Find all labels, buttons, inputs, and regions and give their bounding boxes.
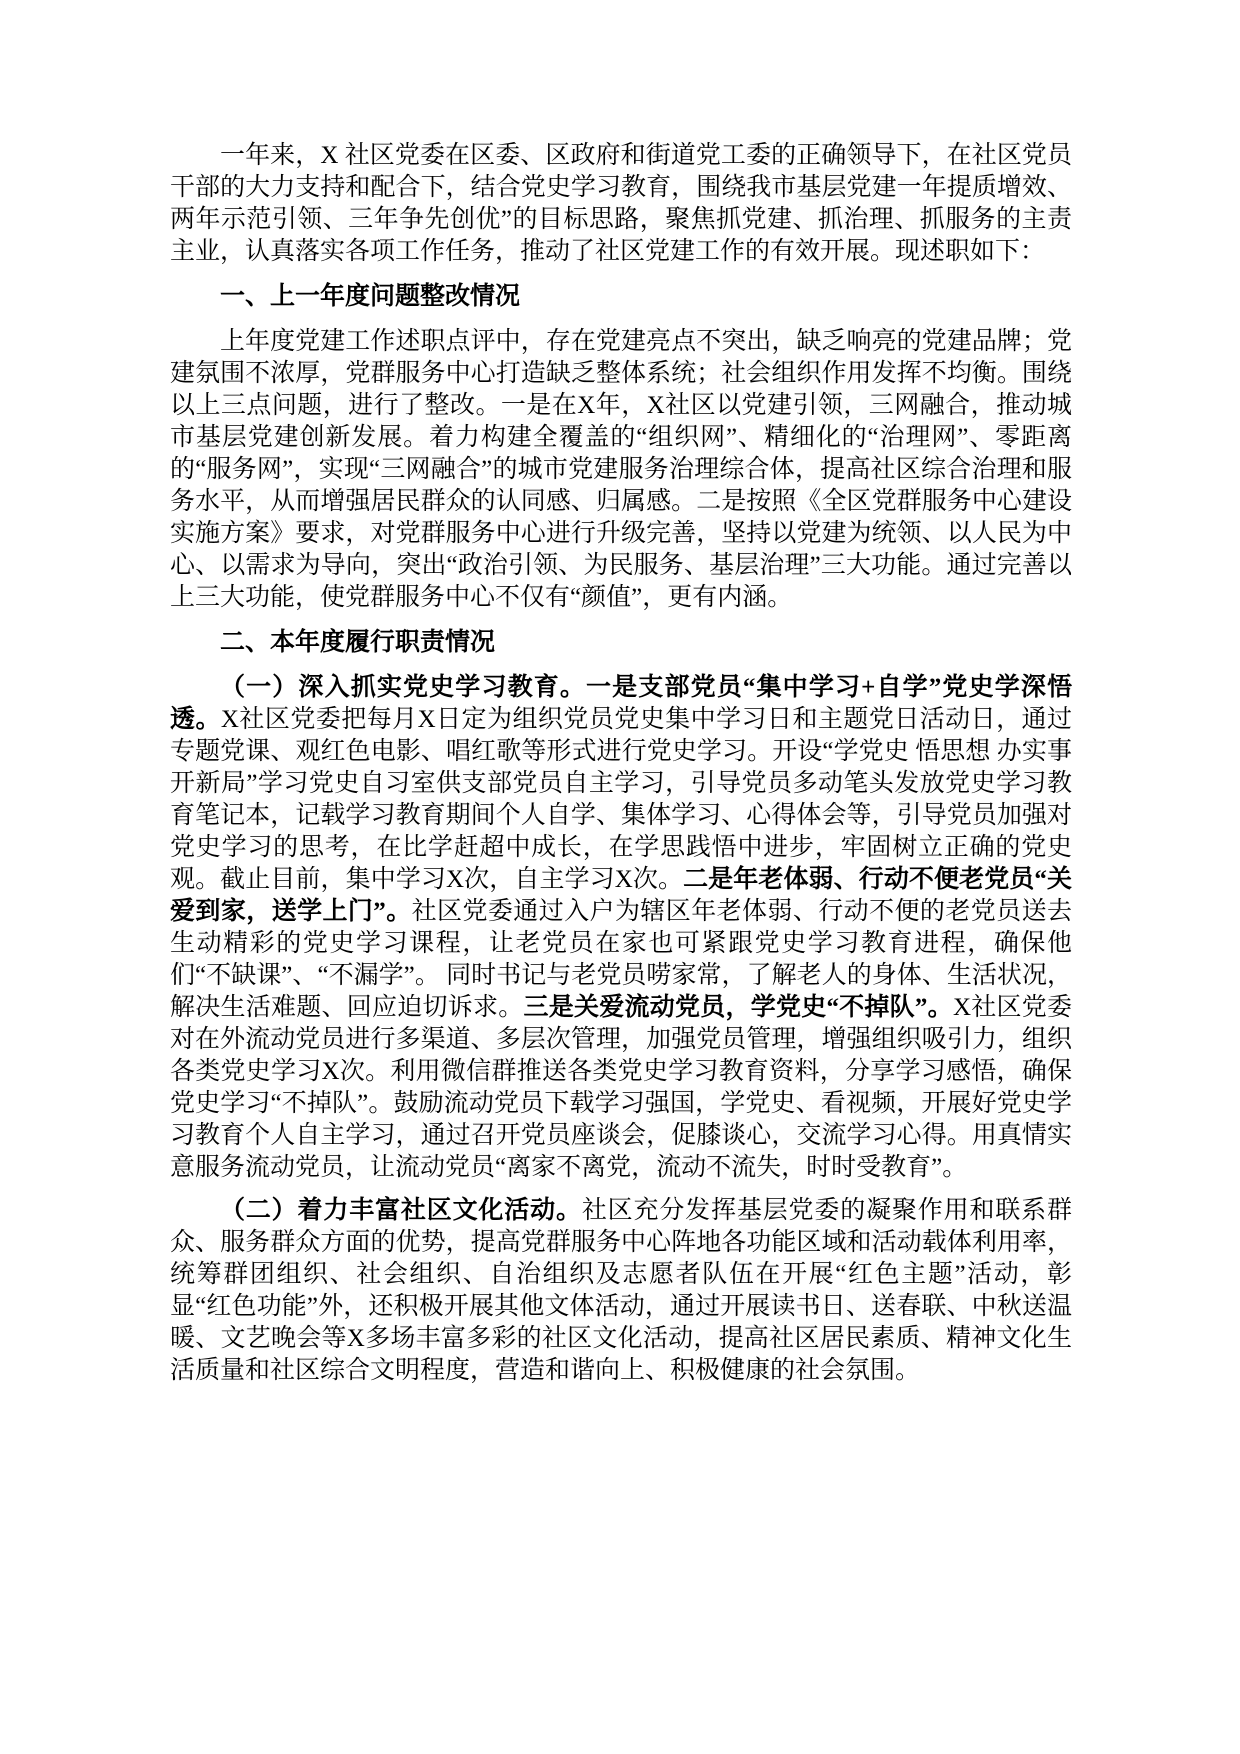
text-run: 上年度党建工作述职点评中，存在党建亮点不突出，缺乏响亮的党建品牌；党建氛围不浓厚，党群服务中心打造缺乏整体系统；社会组织作用发挥不均衡。围绕以上三点问题，进行了整改。一是在X年，X社区以党建引领，三网融合，推动城市基层党建创新发展。着力构建全覆盖的“组织网”、精细化的“治理网”、零距离的“服务网”，实现“三网融合”的城市党建服务治理综合体，提高社区综合治理和服务水平，从而增强居民群众的认同感、归属感。二是按照《全区党群服务中心建设实施方案》要求，对党群服务中心进行升级完善，坚持以党建为统领、以人民为中心、以需求为导向，突出“政治引领、为民服务、基层治理”三大功能。通过完善以上三大功能，使党群服务中心不仅有“颜值”，更有内涵。 (170, 328, 1072, 611)
text-run: 社区充分发挥基层党委的凝聚作用和联系群众、服务群众方面的优势，提高党群服务中心阵地各功能区域和活动载体利用率，统筹群团组织、社会组织、自治组织及志愿者队伍在开展“红色主题”活动，彰显“红色功能”外，还积极开展其他文体活动，通过开展读书日、送春联、中秋送温暖、文艺晚会等X多场丰富多彩的社区文化活动，提高社区居民素质、精神文化生活质量和社区综合文明程度，营造和谐向上、积极健康的社会氛围。 (170, 1197, 1072, 1384)
section-1-paragraph (170, 326, 1072, 614)
text-run-bold: 三是关爱流动党员，学党史“不掉队”。 (523, 994, 953, 1021)
section-2-item-2-paragraph (170, 1195, 1072, 1387)
section-2-item-1-paragraph (170, 672, 1072, 1184)
text-run-bold: （二）着力丰富社区文化活动。 (220, 1197, 582, 1224)
section-1-heading (170, 281, 1072, 313)
heading-text: 一、上一年度问题整改情况 (220, 283, 521, 310)
text-run-bold: 二是年老体弱、行动不便老党员“关爱到家，送学上门”。 (170, 866, 1072, 925)
text-run: 社区党委通过入户为辖区年老体弱、行动不便的老党员送去生动精彩的党史学习课程，让老党员在家也可紧跟党史学习教育进程，确保他们“不缺课”、“不漏学”。 同时书记与老党员唠家常，了解老人的身体、生活状况，解决生活难题、回应迫切诉求。 (170, 898, 1072, 1021)
text-run: X社区党委对在外流动党员进行多渠道、多层次管理，加强党员管理，增强组织吸引力，组织各类党史学习X次。利用微信群推送各类党史学习教育资料，分享学习感悟，确保党史学习“不掉队”。鼓励流动党员下载学习强国，学党史、看视频，开展好党史学习教育个人自主学习，通过召开党员座谈会，促膝谈心，交流学习心得。用真情实意服务流动党员，让流动党员“离家不离党，流动不流失，时时受教育”。 (170, 994, 1072, 1181)
intro-paragraph (170, 140, 1072, 268)
text-run: X社区党委把每月X日定为组织党员党史集中学习日和主题党日活动日，通过专题党课、观红色电影、唱红歌等形式进行党史学习。开设“学党史 悟思想 办实事 开新局”学习党史自习室供支部党员自主学习，引导党员多动笔头发放党史学习教育笔记本，记载学习教育期间个人自学、集体学习、心得体会等，引导党员加强对党史学习的思考，在比学赶超中成长，在学思践悟中进步，牢固树立正确的党史观。截止目前，集中学习X次，自主学习X次。 (170, 706, 1072, 893)
heading-text: 二、本年度履行职责情况 (220, 629, 496, 656)
text-run: 一年来，X 社区党委在区委、区政府和街道党工委的正确领导下，在社区党员干部的大力支持和配合下，结合党史学习教育，围绕我市基层党建一年提质增效、两年示范引领、三年争先创优”的目标思路，聚焦抓党建、抓治理、抓服务的主责主业，认真落实各项工作任务，推动了社区党建工作的有效开展。现述职如下： (170, 142, 1072, 265)
text-run-bold: （一）深入抓实党史学习教育。一是支部党员“集中学习+自学”党史学深悟透。 (170, 674, 1072, 733)
section-2-heading (170, 627, 1072, 659)
